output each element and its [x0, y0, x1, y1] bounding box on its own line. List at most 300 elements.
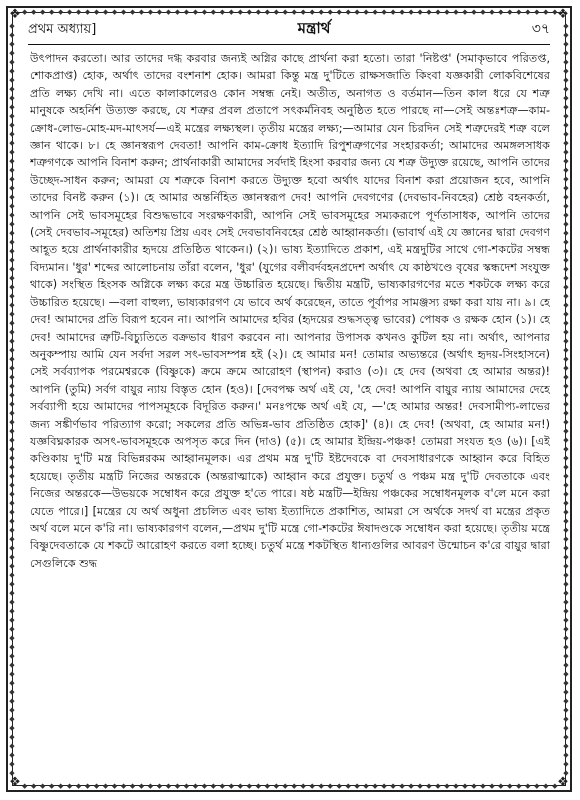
- border-dot-icon: ◆: [563, 139, 569, 147]
- border-dot-icon: ◆: [9, 733, 15, 741]
- border-dot-icon: ◆: [563, 58, 569, 66]
- border-dot-icon: ◆: [129, 8, 136, 16]
- border-dot-icon: ◆: [435, 782, 441, 790]
- border-dot-icon: ◆: [9, 175, 15, 183]
- border-dot-icon: ◆: [39, 8, 46, 16]
- border-dot-icon: ◆: [282, 782, 288, 790]
- border-dot-icon: ◆: [381, 782, 387, 790]
- border-dot-icon: ◆: [9, 499, 15, 507]
- border-dot-icon: ◆: [563, 616, 569, 624]
- border-dot-icon: ◆: [390, 8, 396, 16]
- border-dot-icon: ◆: [516, 782, 522, 790]
- border-dot-icon: ◆: [9, 454, 15, 462]
- border-dot-icon: ◆: [9, 409, 15, 417]
- border-dot-icon: ◆: [9, 22, 15, 30]
- border-dot-icon: ◆: [9, 67, 15, 75]
- border-dot-icon: ◆: [563, 130, 569, 138]
- border-dot-icon: ◆: [9, 508, 15, 516]
- border-dot-icon: ◆: [563, 454, 569, 462]
- border-dot-icon: ◆: [84, 782, 91, 790]
- border-ornament-top: [22, 8, 558, 16]
- border-dot-icon: ◆: [399, 782, 405, 790]
- border-dot-icon: ◆: [563, 463, 569, 471]
- border-dot-icon: ◆: [563, 598, 569, 606]
- border-dot-icon: ◆: [563, 238, 569, 246]
- border-dot-icon: ◆: [9, 652, 15, 660]
- border-dot-icon: ◆: [75, 782, 82, 790]
- border-dot-icon: ◆: [210, 782, 217, 790]
- border-dot-icon: ◆: [9, 274, 15, 282]
- border-dot-icon: ◆: [552, 782, 558, 790]
- border-dot-icon: ◆: [563, 337, 569, 345]
- border-dot-icon: ◆: [563, 769, 569, 777]
- border-dot-icon: ◆: [183, 8, 190, 16]
- border-dot-icon: ◆: [563, 580, 569, 588]
- chapter-label: প্রথম অধ্যায়]: [28, 22, 97, 37]
- border-dot-icon: ◆: [471, 8, 477, 16]
- border-dot-icon: ◆: [9, 661, 15, 669]
- border-dot-icon: ◆: [9, 517, 15, 525]
- border-dot-icon: ◆: [563, 67, 569, 75]
- border-dot-icon: ◆: [9, 553, 15, 561]
- border-dot-icon: ◆: [9, 220, 15, 228]
- border-dot-icon: ◆: [563, 472, 569, 480]
- border-dot-icon: ◆: [291, 782, 297, 790]
- border-dot-icon: ◆: [525, 8, 531, 16]
- border-dot-icon: ◆: [563, 94, 569, 102]
- border-dot-icon: ◆: [9, 760, 15, 768]
- border-dot-icon: ◆: [563, 697, 569, 705]
- border-dot-icon: ◆: [563, 85, 569, 93]
- border-dot-icon: ◆: [309, 8, 315, 16]
- border-dot-icon: ◆: [9, 301, 15, 309]
- border-dot-icon: ◆: [563, 571, 569, 579]
- border-dot-icon: ◆: [93, 782, 100, 790]
- border-dot-icon: ◆: [138, 782, 145, 790]
- border-dot-icon: ◆: [426, 782, 432, 790]
- border-dot-icon: ◆: [372, 782, 378, 790]
- border-dot-icon: ◆: [9, 589, 15, 597]
- border-dot-icon: ◆: [9, 418, 15, 426]
- border-dot-icon: ◆: [120, 8, 127, 16]
- border-dot-icon: ◆: [507, 782, 513, 790]
- border-dot-icon: ◆: [48, 782, 55, 790]
- border-dot-icon: ◆: [563, 733, 569, 741]
- border-dot-icon: ◆: [9, 292, 15, 300]
- border-dot-icon: ◆: [9, 715, 15, 723]
- border-dot-icon: ◆: [345, 8, 351, 16]
- border-dot-icon: ◆: [9, 184, 15, 192]
- border-dot-icon: ◆: [165, 8, 172, 16]
- border-dot-icon: ◆: [9, 112, 15, 120]
- border-dot-icon: ◆: [563, 553, 569, 561]
- border-dot-icon: ◆: [525, 782, 531, 790]
- border-dot-icon: ◆: [563, 220, 569, 228]
- border-dot-icon: ◆: [9, 130, 15, 138]
- border-dot-icon: ◆: [381, 8, 387, 16]
- border-dot-icon: ◆: [57, 8, 64, 16]
- border-dot-icon: ◆: [489, 782, 495, 790]
- border-dot-icon: ◆: [9, 526, 15, 534]
- border-ornament-bottom: [22, 782, 558, 790]
- border-dot-icon: ◆: [563, 31, 569, 39]
- border-dot-icon: ◆: [183, 782, 190, 790]
- border-dot-icon: ◆: [57, 782, 64, 790]
- border-dot-icon: ◆: [563, 382, 569, 390]
- border-dot-icon: ◆: [9, 490, 15, 498]
- border-dot-icon: ◆: [9, 229, 15, 237]
- border-dot-icon: ◆: [318, 8, 324, 16]
- border-dot-icon: ◆: [228, 8, 235, 16]
- border-dot-icon: ◆: [102, 8, 109, 16]
- corner-ornament-icon: ❖: [557, 7, 569, 22]
- border-dot-icon: ◆: [563, 715, 569, 723]
- border-dot-icon: ◆: [22, 782, 28, 790]
- border-dot-icon: ◆: [9, 670, 15, 678]
- border-dot-icon: ◆: [174, 782, 181, 790]
- border-dot-icon: ◆: [147, 782, 154, 790]
- border-dot-icon: ◆: [563, 625, 569, 633]
- border-dot-icon: ◆: [9, 544, 15, 552]
- border-dot-icon: ◆: [563, 751, 569, 759]
- border-dot-icon: ◆: [111, 782, 118, 790]
- border-dot-icon: ◆: [563, 193, 569, 201]
- body-text: [30, 50, 550, 778]
- border-dot-icon: ◆: [563, 562, 569, 570]
- page-number: ৩৭: [531, 21, 550, 37]
- border-dot-icon: ◆: [563, 22, 569, 30]
- border-dot-icon: ◆: [9, 706, 15, 714]
- border-dot-icon: ◆: [9, 103, 15, 111]
- border-dot-icon: ◆: [9, 364, 15, 372]
- border-dot-icon: ◆: [563, 589, 569, 597]
- border-dot-icon: ◆: [354, 782, 360, 790]
- border-dot-icon: ◆: [201, 782, 208, 790]
- border-dot-icon: ◆: [480, 782, 486, 790]
- border-dot-icon: ◆: [9, 571, 15, 579]
- border-dot-icon: ◆: [9, 139, 15, 147]
- border-dot-icon: ◆: [563, 346, 569, 354]
- corner-ornament-icon: ❖: [9, 775, 21, 790]
- border-dot-icon: ◆: [408, 8, 414, 16]
- border-dot-icon: ◆: [9, 319, 15, 327]
- border-dot-icon: ◆: [228, 782, 235, 790]
- border-dot-icon: ◆: [563, 724, 569, 732]
- border-dot-icon: ◆: [255, 782, 261, 790]
- border-dot-icon: ◆: [255, 8, 261, 16]
- border-dot-icon: ◆: [498, 8, 504, 16]
- border-dot-icon: ◆: [543, 8, 549, 16]
- border-dot-icon: ◆: [9, 40, 15, 48]
- border-dot-icon: ◆: [22, 8, 28, 16]
- border-dot-icon: ◆: [300, 782, 306, 790]
- border-dot-icon: ◆: [165, 782, 172, 790]
- border-dot-icon: ◆: [75, 8, 82, 16]
- border-dot-icon: ◆: [507, 8, 513, 16]
- border-dot-icon: ◆: [563, 517, 569, 525]
- border-dot-icon: ◆: [563, 49, 569, 57]
- border-dot-icon: ◆: [9, 481, 15, 489]
- border-dot-icon: ◆: [9, 202, 15, 210]
- border-ornament-right: [562, 22, 570, 778]
- border-dot-icon: ◆: [9, 157, 15, 165]
- border-dot-icon: ◆: [9, 337, 15, 345]
- paragraph: উৎপাদন করতো। আর তাদের দগ্ধ করবার জন্যই অগ্নির কাছে প্রার্থনা করা হতো। তারা 'নিষ্টপ্ত' (সমাকৃভাবে পরিতপ্ত, শোকপ্রাপ্ত) হোক, অর্থাৎ তাদের বংশনাশ হোক। আমরা কিন্তু মন্ত্র দু'টিতে রাক্ষসজাতি কিংবা যজ্ঞকারী লোকবিশেষের প্রতি লক্ষ্য দেখি না। এতে কালাকালেরও কোন সম্বন্ধ নেই। অতীত, অনাগত ও বর্তমান—তিন কাল ধরে যে শত্রু মানুষকে অহর্নিশ উত্যক্ত করছে, যে শত্রুর প্রবল প্রতাপে সৎকর্মনিবহ অনুষ্ঠিত হতে পারছে না—সেই অন্তঃশত্রু—কাম-ক্রোধ-লোভ-মোহ-মদ-মাৎসর্য—এই মন্ত্রের লক্ষ্যস্থল। তৃতীয় মন্ত্রের লক্ষ্য;—আমার যেন চিরদিন সেই শত্রুদেরই শত্রু বলে জ্ঞান থাকে। ৮। হে জ্ঞানস্বরূপ দেবতা! আপনি কাম-ক্রোধ ইত্যাদি রিপুশত্রুগণের সংহারকর্তা; আমাদের অমঙ্গলসাধক শত্রুগণকে আপনি বিনাশ করুন; প্রার্থনাকারী আমাদের সর্বদাই হিংসা করবার জন্য যে শত্রু উদ্যুক্ত রয়েছে, আপনি তাদের উচ্ছেদ-সাধন করুন; আমরা যে শত্রুকে বিনাশ করতে উদ্যুক্ত হবো অর্থাৎ যাদের বিনাশ করা প্রয়োজন হবে, আপনি তাদের বিনষ্ট করুন (১)। হে আমার অন্তর্নিহিত জ্ঞানস্বরূপ দেব! আপনি দেবগণের (দেবভাব-নিবহের) শ্রেষ্ঠ বহনকর্তা, আপনি সেই ভাবসমূহের বিশুদ্ধভাবে সংরক্ষণকারী, আপনি সেই ভাবসমূহের সম্যকরূপে পূর্ণতাসাধক, আপনি তাদের (সেই দেবভাব-সমূহের) অতিশয় প্রিয় এবং সেই দেবভাবনিবহের শ্রেষ্ঠ আহ্বানকর্তা। (ভাবার্থ এই যে জ্ঞানের দ্বারা দেবগণ আহূত হয়ে প্রার্থনাকারীর হৃদয়ে প্রতিষ্ঠিত থাকেন।) (২)। ভাষ্য ইত্যাদিতে প্রকাশ, এই মন্ত্রদুটির সাথে গো-শকটের সম্বন্ধ বিদ্যমান। 'ধুর' শব্দের আলোচনায় তাঁরা বলেন, 'ধুর' (যুগের বলীবর্দবহনপ্রদেশ অর্থাৎ যে কাষ্ঠখণ্ডে বৃষের স্কন্ধদেশ সংযুক্ত থাকে) সংস্থিত হিংসক অগ্নিকে লক্ষ্য করে মন্ত্র উচ্চারিত হয়েছে। দ্বিতীয় মন্ত্রটি, ভাষ্যকারগণের মতে শকটকে লক্ষ্য করে উচ্চারিত হয়েছে। —বলা বাহুল্য, ভাষ্যকারগণ যে ভাবে অর্থ করেছেন, তাতে পূর্বাপর সামঞ্জস্য রক্ষা করা যায় না। ৯। হে দেব! আমাদের প্রতি বিরূপ হবেন না। আপনি আমাদের হবির (হৃদয়ের শুদ্ধসত্ত্ব ভাবের) পোষক ও রক্ষক হোন (১)। হে দেব! আমাদের ত্রুটি-বিচ্যুতিতে বক্রভাব ধারণ করবেন না। আপনার উপাসক কখনও কুটিল হয় না। অর্থাৎ, আপনার অনুকম্পায় আমি যেন সর্বদা সরল সৎ-ভাবসম্পন্ন হই (২)। হে আমার মন! তোমার অভ্যন্তরে (অর্থাৎ হৃদয়-সিংহাসনে) সেই সর্বব্যাপক পরমেশ্বরকে (বিষ্ণুকে) ক্রমে ক্রমে আরোহণ (স্থাপন) করাও (৩)। হে দেব (অথবা হে আমার অন্তর)! আপনি (তুমি) সর্বগ বায়ুর ন্যায় বিস্তৃত হোন (হও)। [দেবপক্ষ অর্থ এই যে, 'হে দেব! আপনি বায়ুর ন্যায় আমাদের দেহে সর্বব্যাপী হয়ে আমাদের পাপসমূহকে বিদূরিত করুন।' মনঃপক্ষে অর্থ এই যে, —'হে আমার অন্তর! দেবসামীপ্য-লাভের জন্য সঙ্কীর্ণভাব পরিত্যাগ করো; সকলের প্রতি অভিন্ন-ভাব প্রতিষ্ঠিত হোক]' (৪)। হে দেব! (অথবা, হে আমার মন!) যজ্ঞবিঘ্নকারক অসৎ-ভাবসমূহকে অপসৃত করে দিন (দাও) (৫)। হে আমার ইন্দ্রিয়-পঞ্চক! তোমরা সংযত হও (৬)। [এই কণ্ডিকায় দু'টি মন্ত্র বিভিন্নরকম আহ্বানমূলক। এর প্রথম মন্ত্র দু'টি ইষ্টদেবকে বা দেবসাধারণকে আহ্বান করে বিহিত হয়েছে। তৃতীয় মন্ত্রটি নিজের অন্তরকে (অন্তরাত্মাকে) আহ্বান করে প্রযুক্ত। চতুর্থ ও পঞ্চম মন্ত্র দু'টি দেবতাকে এবং নিজের অন্তরকে—উভয়কে সম্বোধন করে প্রযুক্ত হ'তে পারে। ষষ্ঠ মন্ত্রটি—ইন্দ্রিয় পঞ্চকের সম্বোধনমূলক ব'লে মনে করা যেতে পারে।] [মন্ত্রের যে অর্থ অধুনা প্রচলিত এবং ভাষ্য ইত্যাদিতে প্রকাশিত, আমরা সে অর্থকে সদর্থ বা মন্ত্রের প্রকৃত অর্থ বলে মনে ক'রি না। ভাষ্যকারগণ বলেন,—প্রথম দু'টি মন্ত্রে গো-শকটের ঈষাদণ্ডকে সম্বোধন করা হয়েছে। তৃতীয় মন্ত্রে বিষ্ণুদেবতাকে যে শকটে আরোহণ করতে বলা হচ্ছে। চতুর্থ মন্ত্রে শকটস্থিত ধান্যগুলির আবরণ উন্মোচন ক'রে বায়ুর দ্বারা সেগুলিকে শুদ্ধ: [30, 52, 550, 570]
- border-dot-icon: ◆: [563, 391, 569, 399]
- border-dot-icon: ◆: [66, 8, 73, 16]
- border-dot-icon: ◆: [417, 782, 423, 790]
- border-dot-icon: ◆: [563, 760, 569, 768]
- border-dot-icon: ◆: [563, 634, 569, 642]
- border-dot-icon: ◆: [563, 247, 569, 255]
- border-dot-icon: ◆: [462, 8, 468, 16]
- border-dot-icon: ◆: [354, 8, 360, 16]
- border-dot-icon: ◆: [563, 490, 569, 498]
- border-dot-icon: ◆: [9, 211, 15, 219]
- corner-ornament-icon: ❖: [557, 775, 569, 790]
- border-dot-icon: ◆: [237, 782, 244, 790]
- border-dot-icon: ◆: [147, 8, 154, 16]
- border-dot-icon: ◆: [563, 364, 569, 372]
- page-header: [28, 20, 550, 45]
- border-dot-icon: ◆: [9, 724, 15, 732]
- border-dot-icon: ◆: [9, 391, 15, 399]
- border-dot-icon: ◆: [563, 643, 569, 651]
- border-dot-icon: ◆: [9, 283, 15, 291]
- border-dot-icon: ◆: [9, 265, 15, 273]
- border-dot-icon: ◆: [120, 782, 127, 790]
- border-dot-icon: ◆: [563, 121, 569, 129]
- border-ornament-left: [8, 22, 16, 778]
- border-dot-icon: ◆: [345, 782, 351, 790]
- border-dot-icon: ◆: [9, 94, 15, 102]
- border-dot-icon: ◆: [9, 121, 15, 129]
- border-dot-icon: ◆: [9, 436, 15, 444]
- border-dot-icon: ◆: [534, 782, 540, 790]
- border-dot-icon: ◆: [9, 310, 15, 318]
- border-dot-icon: ◆: [563, 265, 569, 273]
- border-dot-icon: ◆: [192, 8, 199, 16]
- border-dot-icon: ◆: [9, 535, 15, 543]
- border-dot-icon: ◆: [9, 634, 15, 642]
- border-dot-icon: ◆: [327, 8, 333, 16]
- border-dot-icon: ◆: [174, 8, 181, 16]
- border-dot-icon: ◆: [563, 400, 569, 408]
- border-dot-icon: ◆: [291, 8, 297, 16]
- border-dot-icon: ◆: [9, 742, 15, 750]
- border-dot-icon: ◆: [435, 8, 441, 16]
- border-dot-icon: ◆: [563, 283, 569, 291]
- border-dot-icon: ◆: [9, 193, 15, 201]
- border-dot-icon: ◆: [563, 301, 569, 309]
- border-dot-icon: ◆: [9, 679, 15, 687]
- border-dot-icon: ◆: [9, 598, 15, 606]
- border-dot-icon: ◆: [300, 8, 306, 16]
- border-dot-icon: ◆: [363, 8, 369, 16]
- border-dot-icon: ◆: [246, 8, 252, 16]
- border-dot-icon: ◆: [192, 782, 199, 790]
- border-dot-icon: ◆: [9, 688, 15, 696]
- border-dot-icon: ◆: [453, 782, 459, 790]
- border-dot-icon: ◆: [563, 166, 569, 174]
- border-dot-icon: ◆: [563, 706, 569, 714]
- border-dot-icon: ◆: [563, 427, 569, 435]
- border-dot-icon: ◆: [48, 8, 55, 16]
- border-dot-icon: ◆: [563, 256, 569, 264]
- border-dot-icon: ◆: [9, 643, 15, 651]
- border-dot-icon: ◆: [309, 782, 315, 790]
- border-dot-icon: ◆: [9, 328, 15, 336]
- border-dot-icon: ◆: [534, 8, 540, 16]
- border-dot-icon: ◆: [9, 625, 15, 633]
- border-dot-icon: ◆: [563, 409, 569, 417]
- border-dot-icon: ◆: [273, 8, 279, 16]
- border-dot-icon: ◆: [552, 8, 558, 16]
- border-dot-icon: ◆: [563, 319, 569, 327]
- border-dot-icon: ◆: [563, 292, 569, 300]
- border-dot-icon: ◆: [9, 238, 15, 246]
- border-dot-icon: ◆: [9, 769, 15, 777]
- border-dot-icon: ◆: [336, 782, 342, 790]
- page-title: মন্ত্রার্থ: [297, 19, 331, 37]
- border-dot-icon: ◆: [444, 782, 450, 790]
- border-dot-icon: ◆: [9, 751, 15, 759]
- border-dot-icon: ◆: [563, 184, 569, 192]
- border-dot-icon: ◆: [111, 8, 118, 16]
- border-dot-icon: ◆: [390, 782, 396, 790]
- border-dot-icon: ◆: [30, 8, 37, 16]
- border-dot-icon: ◆: [563, 418, 569, 426]
- border-dot-icon: ◆: [93, 8, 100, 16]
- border-dot-icon: ◆: [138, 8, 145, 16]
- border-dot-icon: ◆: [39, 782, 46, 790]
- border-dot-icon: ◆: [102, 782, 109, 790]
- border-dot-icon: ◆: [282, 8, 288, 16]
- border-dot-icon: ◆: [318, 782, 324, 790]
- border-dot-icon: ◆: [9, 697, 15, 705]
- border-dot-icon: ◆: [156, 782, 163, 790]
- border-dot-icon: ◆: [563, 229, 569, 237]
- border-dot-icon: ◆: [9, 400, 15, 408]
- border-dot-icon: ◆: [563, 535, 569, 543]
- border-dot-icon: ◆: [9, 580, 15, 588]
- border-dot-icon: ◆: [219, 782, 226, 790]
- border-dot-icon: ◆: [9, 346, 15, 354]
- border-dot-icon: ◆: [563, 355, 569, 363]
- border-dot-icon: ◆: [563, 328, 569, 336]
- border-dot-icon: ◆: [498, 782, 504, 790]
- border-dot-icon: ◆: [563, 670, 569, 678]
- border-dot-icon: ◆: [563, 652, 569, 660]
- border-dot-icon: ◆: [543, 782, 549, 790]
- border-dot-icon: ◆: [237, 8, 244, 16]
- border-dot-icon: ◆: [9, 31, 15, 39]
- border-dot-icon: ◆: [563, 40, 569, 48]
- border-dot-icon: ◆: [563, 436, 569, 444]
- border-dot-icon: ◆: [563, 445, 569, 453]
- border-dot-icon: ◆: [408, 782, 414, 790]
- border-dot-icon: ◆: [9, 463, 15, 471]
- border-dot-icon: ◆: [563, 679, 569, 687]
- border-dot-icon: ◆: [30, 782, 37, 790]
- border-dot-icon: ◆: [9, 76, 15, 84]
- border-dot-icon: ◆: [399, 8, 405, 16]
- border-dot-icon: ◆: [471, 782, 477, 790]
- border-dot-icon: ◆: [417, 8, 423, 16]
- border-dot-icon: ◆: [563, 526, 569, 534]
- border-dot-icon: ◆: [219, 8, 226, 16]
- border-dot-icon: ◆: [156, 8, 163, 16]
- border-dot-icon: ◆: [516, 8, 522, 16]
- border-dot-icon: ◆: [563, 499, 569, 507]
- border-dot-icon: ◆: [563, 742, 569, 750]
- border-dot-icon: ◆: [9, 427, 15, 435]
- border-dot-icon: ◆: [210, 8, 217, 16]
- border-dot-icon: ◆: [563, 310, 569, 318]
- border-dot-icon: ◆: [9, 373, 15, 381]
- border-dot-icon: ◆: [9, 607, 15, 615]
- border-dot-icon: ◆: [426, 8, 432, 16]
- border-dot-icon: ◆: [563, 508, 569, 516]
- border-dot-icon: ◆: [9, 382, 15, 390]
- border-dot-icon: ◆: [563, 607, 569, 615]
- border-dot-icon: ◆: [9, 355, 15, 363]
- border-dot-icon: ◆: [563, 274, 569, 282]
- border-dot-icon: ◆: [9, 616, 15, 624]
- border-dot-icon: ◆: [563, 211, 569, 219]
- border-dot-icon: ◆: [9, 247, 15, 255]
- border-dot-icon: ◆: [246, 782, 252, 790]
- border-dot-icon: ◆: [9, 562, 15, 570]
- border-dot-icon: ◆: [201, 8, 208, 16]
- border-dot-icon: ◆: [563, 148, 569, 156]
- border-dot-icon: ◆: [327, 782, 333, 790]
- border-dot-icon: ◆: [563, 157, 569, 165]
- border-dot-icon: ◆: [9, 472, 15, 480]
- border-dot-icon: ◆: [563, 373, 569, 381]
- border-dot-icon: ◆: [453, 8, 459, 16]
- border-dot-icon: ◆: [563, 661, 569, 669]
- border-dot-icon: ◆: [273, 782, 279, 790]
- border-dot-icon: ◆: [563, 688, 569, 696]
- border-dot-icon: ◆: [363, 782, 369, 790]
- border-dot-icon: ◆: [462, 782, 468, 790]
- border-dot-icon: ◆: [372, 8, 378, 16]
- border-dot-icon: ◆: [480, 8, 486, 16]
- border-dot-icon: ◆: [9, 85, 15, 93]
- border-dot-icon: ◆: [563, 76, 569, 84]
- border-dot-icon: ◆: [264, 782, 270, 790]
- border-dot-icon: ◆: [84, 8, 91, 16]
- border-dot-icon: ◆: [9, 445, 15, 453]
- border-dot-icon: ◆: [9, 58, 15, 66]
- border-dot-icon: ◆: [563, 481, 569, 489]
- border-dot-icon: ◆: [444, 8, 450, 16]
- border-dot-icon: ◆: [336, 8, 342, 16]
- border-dot-icon: ◆: [563, 202, 569, 210]
- border-dot-icon: ◆: [264, 8, 270, 16]
- border-dot-icon: ◆: [9, 148, 15, 156]
- corner-ornament-icon: ❖: [9, 7, 21, 22]
- border-dot-icon: ◆: [563, 544, 569, 552]
- border-dot-icon: ◆: [9, 166, 15, 174]
- border-dot-icon: ◆: [563, 103, 569, 111]
- border-dot-icon: ◆: [129, 782, 136, 790]
- border-dot-icon: ◆: [563, 175, 569, 183]
- border-dot-icon: ◆: [563, 112, 569, 120]
- border-dot-icon: ◆: [9, 256, 15, 264]
- border-dot-icon: ◆: [489, 8, 495, 16]
